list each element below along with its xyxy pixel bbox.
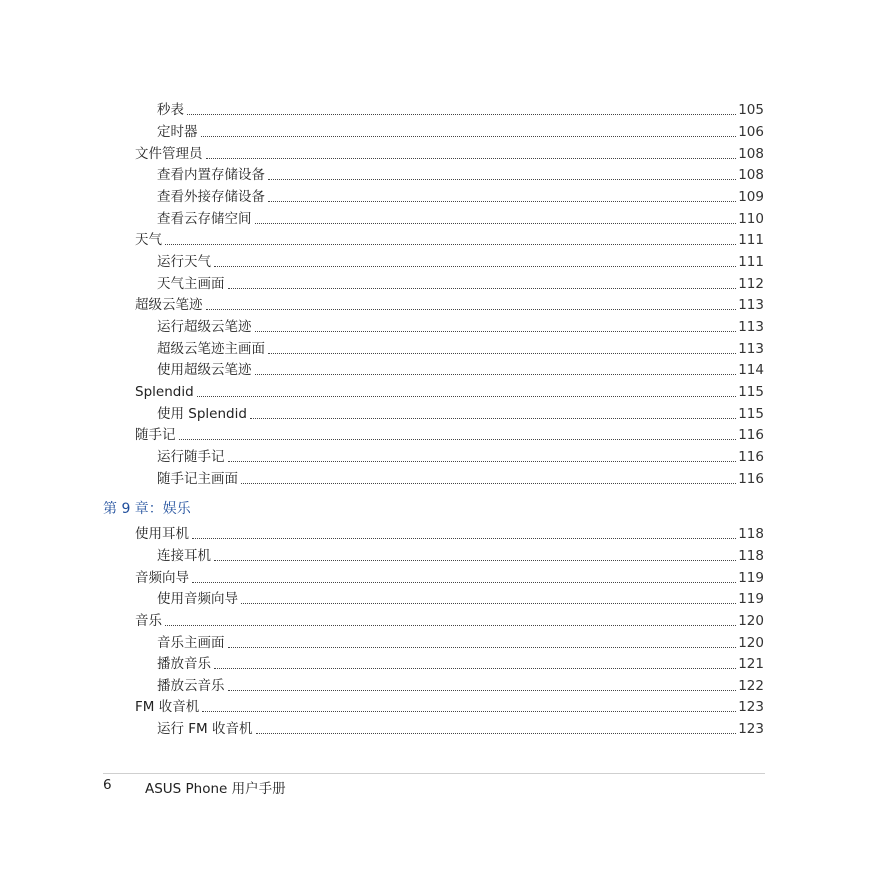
dot-leader xyxy=(179,438,737,440)
dot-leader xyxy=(192,581,736,583)
toc-entry-title: 查看云存储空间 xyxy=(157,211,252,227)
toc-entry-title: 天气主画面 xyxy=(157,276,225,292)
dot-leader xyxy=(214,667,736,669)
toc-entry-title: 运行随手记 xyxy=(157,449,225,465)
toc-entry[interactable] xyxy=(157,273,764,293)
toc-entry[interactable] xyxy=(157,251,764,271)
toc-entry-page: 122 xyxy=(738,678,764,694)
footer-title: ASUS Phone 用户手册 xyxy=(145,781,286,797)
dot-leader xyxy=(192,537,736,539)
dot-leader xyxy=(165,243,736,245)
toc-entry[interactable] xyxy=(157,338,764,358)
toc-entry-title: 音乐 xyxy=(135,613,162,629)
dot-leader xyxy=(206,308,737,310)
dot-leader xyxy=(214,559,736,561)
toc-entry-title: 连接耳机 xyxy=(157,548,211,564)
toc-entry[interactable] xyxy=(157,545,764,565)
toc-entry-page: 111 xyxy=(738,254,764,270)
toc-entry-title: 文件管理员 xyxy=(135,146,203,162)
toc-entry[interactable] xyxy=(157,468,764,488)
toc-entry-title: 超级云笔迹主画面 xyxy=(157,341,265,357)
toc-entry-page: 108 xyxy=(738,146,764,162)
toc-entry-page: 123 xyxy=(738,721,764,737)
toc-entry-title: 播放音乐 xyxy=(157,656,211,672)
dot-leader xyxy=(241,482,736,484)
dot-leader xyxy=(197,395,737,397)
toc-entry-title: 查看内置存储设备 xyxy=(157,167,265,183)
toc-entry[interactable] xyxy=(135,294,764,314)
dot-leader xyxy=(250,417,736,419)
dot-leader xyxy=(202,710,736,712)
toc-entry[interactable] xyxy=(157,718,764,738)
toc-entry-page: 108 xyxy=(738,167,764,183)
toc-entry-page: 116 xyxy=(738,471,764,487)
toc-entry-page: 121 xyxy=(738,656,764,672)
toc-entry-title: 运行 FM 收音机 xyxy=(157,721,253,737)
chapter-heading[interactable]: 第 9 章：娱乐 xyxy=(103,501,191,517)
dot-leader xyxy=(214,265,736,267)
toc-entry-page: 105 xyxy=(738,102,764,118)
toc-entry-title: 随手记主画面 xyxy=(157,471,238,487)
toc-entry-page: 118 xyxy=(738,548,764,564)
toc-entry[interactable] xyxy=(157,359,764,379)
footer-divider xyxy=(103,773,765,774)
toc-entry[interactable] xyxy=(157,208,764,228)
dot-leader xyxy=(228,689,737,691)
toc-entry[interactable] xyxy=(157,588,764,608)
toc-entry-title: 运行超级云笔迹 xyxy=(157,319,252,335)
toc-entry-title: 使用超级云笔迹 xyxy=(157,362,252,378)
toc-entry[interactable] xyxy=(157,121,764,141)
toc-entry[interactable] xyxy=(157,653,764,673)
dot-leader xyxy=(268,200,736,202)
toc-entry-page: 115 xyxy=(738,406,764,422)
toc-entry-page: 109 xyxy=(738,189,764,205)
dot-leader xyxy=(201,135,737,137)
dot-leader xyxy=(165,624,736,626)
dot-leader xyxy=(255,330,737,332)
toc-entry[interactable] xyxy=(135,523,764,543)
dot-leader xyxy=(187,113,736,115)
toc-entry[interactable] xyxy=(157,164,764,184)
toc-entry[interactable] xyxy=(135,696,764,716)
toc-entry[interactable] xyxy=(157,186,764,206)
toc-entry-page: 112 xyxy=(738,276,764,292)
toc-entry-title: 使用耳机 xyxy=(135,526,189,542)
toc-entry-title: 运行天气 xyxy=(157,254,211,270)
dot-leader xyxy=(268,178,736,180)
toc-entry[interactable] xyxy=(135,229,764,249)
toc-entry-page: 116 xyxy=(738,427,764,443)
toc-entry-page: 113 xyxy=(738,297,764,313)
toc-entry-title: FM 收音机 xyxy=(135,699,200,715)
toc-entry-title: 超级云笔迹 xyxy=(135,297,203,313)
toc-entry-page: 114 xyxy=(738,362,764,378)
toc-entry-page: 118 xyxy=(738,526,764,542)
toc-entry-title: 使用音频向导 xyxy=(157,591,238,607)
dot-leader xyxy=(228,646,737,648)
toc-entry[interactable] xyxy=(135,143,764,163)
dot-leader xyxy=(255,373,737,375)
toc-entry[interactable] xyxy=(135,424,764,444)
dot-leader xyxy=(228,287,737,289)
toc-entry-page: 113 xyxy=(738,319,764,335)
dot-leader xyxy=(241,602,736,604)
dot-leader xyxy=(228,460,737,462)
dot-leader xyxy=(206,157,737,159)
toc-entry-title: Splendid xyxy=(135,384,194,400)
toc-entry-title: 秒表 xyxy=(157,102,184,118)
toc-entry[interactable] xyxy=(135,381,764,401)
toc-entry-page: 113 xyxy=(738,341,764,357)
toc-entry-title: 使用 Splendid xyxy=(157,406,247,422)
toc-entry-title: 查看外接存储设备 xyxy=(157,189,265,205)
toc-entry-title: 音频向导 xyxy=(135,570,189,586)
toc-entry[interactable] xyxy=(135,567,764,587)
toc-entry-page: 120 xyxy=(738,635,764,651)
toc-entry-page: 115 xyxy=(738,384,764,400)
dot-leader xyxy=(268,352,736,354)
toc-entry-title: 天气 xyxy=(135,232,162,248)
toc-entry[interactable] xyxy=(157,403,764,423)
toc-entry-page: 111 xyxy=(738,232,764,248)
toc-entry[interactable] xyxy=(157,446,764,466)
toc-entry-title: 音乐主画面 xyxy=(157,635,225,651)
toc-entry-page: 119 xyxy=(738,570,764,586)
toc-entry[interactable] xyxy=(157,316,764,336)
toc-entry-title: 播放云音乐 xyxy=(157,678,225,694)
toc-entry-page: 119 xyxy=(738,591,764,607)
toc-entry-title: 定时器 xyxy=(157,124,198,140)
toc-entry[interactable] xyxy=(157,99,764,119)
dot-leader xyxy=(256,732,737,734)
footer-page-number: 6 xyxy=(103,777,112,793)
toc-entry[interactable] xyxy=(157,675,764,695)
dot-leader xyxy=(255,222,737,224)
toc-entry-page: 120 xyxy=(738,613,764,629)
toc-entry-title: 随手记 xyxy=(135,427,176,443)
toc-entry-page: 123 xyxy=(738,699,764,715)
toc-entry[interactable] xyxy=(135,610,764,630)
toc-entry-page: 106 xyxy=(738,124,764,140)
toc-entry[interactable] xyxy=(157,632,764,652)
toc-entry-page: 116 xyxy=(738,449,764,465)
toc-entry-page: 110 xyxy=(738,211,764,227)
